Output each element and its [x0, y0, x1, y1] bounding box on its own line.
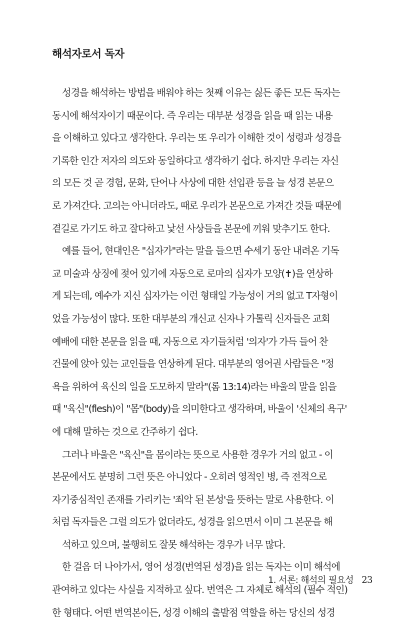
text-line: 을 이해하고 있다고 생각한다. 우리는 또 우리가 이해한 것이 성령과 성경을 — [52, 133, 342, 145]
text-line: 었을 가능성이 많다. 또한 대부분의 개신교 신자나 가톨릭 신자들은 교회 — [52, 313, 330, 325]
text-line: 처럼 독자들은 그럴 의도가 없더라도, 성경을 읽으면서 이미 그 본문을 해 — [52, 517, 333, 529]
text-line: 한 걸음 더 나아가서, 영어 성경(번역된 성경)을 읽는 독자는 이미 해석에 — [62, 562, 340, 574]
text-line: 성경을 해석하는 방법을 배워야 하는 첫째 이유는 싫든 좋든 모든 독자는 — [62, 88, 340, 99]
page-number: 23 — [361, 576, 373, 586]
text-line: 로 가져간다. 고의는 아니더라도, 때로 우리가 본문으로 가져간 것들 때문에 — [52, 200, 342, 212]
body-text — [52, 83, 382, 625]
text-line: 의 모든 것 곧 경험, 문화, 단어나 사상에 대한 선입관 등을 늘 성경 본문으 — [52, 178, 334, 190]
text-line: 예를 들어, 현대인은 "십자가"라는 말을 들으면 수세기 동안 내려온 기독 — [62, 246, 339, 258]
text-line: 그러나 바울은 "육신"을 몸이라는 뜻으로 사용한 경우가 거의 없고 - 이 — [62, 449, 334, 461]
text-line: 예배에 대한 본문을 읽을 때, 자동으로 자기들처럼 '의자'가 가득 들어 찬 — [52, 336, 328, 348]
text-line: 한 형태다. 어떤 번역본이든, 성경 이해의 출발점 역할을 하는 당신의 성경 — [52, 607, 335, 619]
text-line: 교 미술과 상징에 젖어 있기에 자동으로 로마의 십자가 모양(✝)을 연상하 — [52, 268, 333, 280]
text-line: 동시에 해석자이기 때문이다. 즉 우리는 대부분 성경을 읽을 때 읽는 내용 — [52, 110, 333, 122]
running-head: 해석자로서 독자 — [52, 48, 125, 60]
text-line: 자기중심적인 존재를 가리키는 '죄악 된 본성'을 뜻하는 말로 사용한다. 이 — [52, 494, 334, 506]
text-line: 건물에 앉아 있는 교인들을 연상하게 된다. 대부분의 영어권 사람들은 "정 — [52, 359, 334, 371]
text-line: 기록한 인간 저자의 의도와 동일하다고 생각하기 쉽다. 하지만 우리는 자신 — [52, 155, 339, 167]
text-line: 때 "육신"(flesh)이 "몸"(body)을 의미한다고 생각하며, 바울이 '신체의 욕구' — [52, 404, 347, 416]
text-line: 욕을 위하여 육신의 일을 도모하지 말라"(롬 13:14)라는 바울의 말을 읽을 — [52, 381, 337, 393]
text-line: 관여하고 있다는 사실을 지적하고 싶다. 번역은 그 자체로 해석의 (필수 적인) — [52, 585, 348, 597]
text-line: 곁길로 가기도 하고 잘다하고 낯선 사상들을 본문에 끼워 맞추기도 한다. — [52, 223, 330, 235]
text-line: 게 되는데, 예수가 지신 십자가는 이런 형태일 가능성이 거의 없고 T자형이 — [52, 291, 338, 303]
text-line: 석하고 있으며, 불행히도 잘못 해석하는 경우가 너무 많다. — [62, 539, 285, 551]
page-footer — [268, 573, 373, 586]
text-line: 본문에서도 분명히 그런 뜻은 아니었다 - 오히려 영적인 병, 즉 전적으로 — [52, 472, 327, 484]
chapter-title: 1. 서론: 해석의 필요성 — [268, 576, 354, 586]
text-line: 에 대해 말하는 것으로 간주하기 쉽다. — [52, 426, 198, 438]
